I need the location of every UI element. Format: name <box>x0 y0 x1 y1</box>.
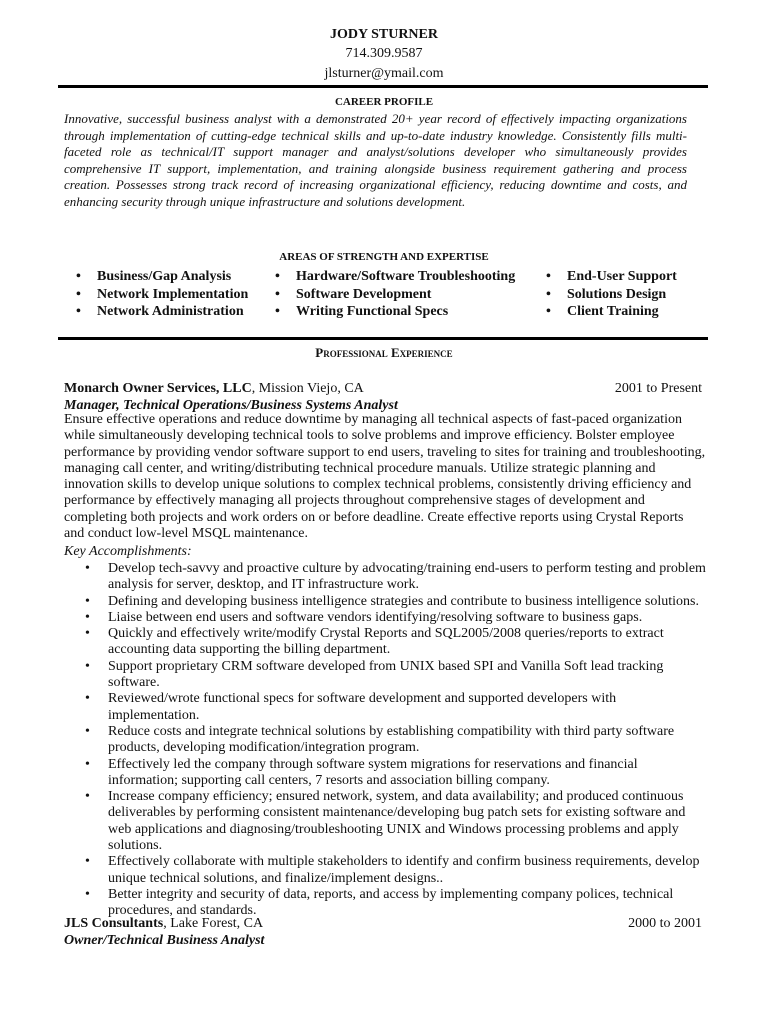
experience-heading: Professional Experience <box>315 345 453 360</box>
accomplishments-list <box>108 561 708 920</box>
strength-item: • Network Implementation <box>73 286 248 304</box>
strengths-divider <box>58 337 708 340</box>
strengths-column-3 <box>543 268 677 321</box>
accomplishment-item: • Defining and developing business intelligence strategies and contribute to business intelligence solutions. <box>108 594 708 610</box>
job-1-role: Manager, Technical Operations/Business Systems Analyst <box>64 398 398 413</box>
key-accomplishments-label: Key Accomplishments: <box>64 544 192 559</box>
strengths-column-1 <box>73 268 248 321</box>
job-1-company: Monarch Owner Services, LLC <box>64 381 252 396</box>
career-profile-heading: CAREER PROFILE <box>334 96 434 108</box>
job-2-location: , Lake Forest, CA <box>163 916 264 931</box>
job-2-role: Owner/Technical Business Analyst <box>64 933 265 948</box>
career-profile-text: Innovative, successful business analyst with a demonstrated 20+ year record of effectively impacting organizations through implementation of cutting-edge technical skills and up-to-date industry knowledge. Consistently fills multi-faceted role as technical/IT support manager and analyst/solutions developer who simultaneously provides comprehensive IT support, implementation, and training alongside business requirement gathering and process creation. Possesses strong track record of increasing organizational efficiency, reducing downtime and costs, and enhancing security through unique infrastructure and solutions development. <box>64 111 687 209</box>
strength-item: • Software Development <box>272 286 515 304</box>
job-1-location: , Mission Viejo, CA <box>251 381 364 396</box>
accomplishment-item: • Better integrity and security of data, reports, and access by implementing company polices, technical procedures, and standards. <box>108 887 708 920</box>
strengths-heading: AREAS OF STRENGTH AND EXPERTISE <box>279 251 489 263</box>
job-2-dates: 2000 to 2001 <box>628 916 702 931</box>
accomplishment-item: • Liaise between end users and software vendors identifying/resolving software to business gaps. <box>108 610 708 626</box>
email-address: jlsturner@ymail.com <box>324 66 444 81</box>
strength-item: • Business/Gap Analysis <box>73 268 248 286</box>
strength-item: • Writing Functional Specs <box>272 303 515 321</box>
accomplishment-item: • Reduce costs and integrate technical solutions by establishing compatibility with third party software products, developing modification/integration program. <box>108 724 708 757</box>
job-1-header <box>64 380 702 414</box>
strength-item: • Client Training <box>543 303 677 321</box>
resume-header <box>0 26 768 84</box>
job-1-description: Ensure effective operations and reduce downtime by managing all technical aspects of fast-paced organization while simultaneously developing technical tools to solve problems and improve efficiency. Bolster employee performance by providing vendor software support to end users, traveling to sites for training and troubleshooting, managing call center, and writing/distributing technical procedure manuals. Utilize strategic planning and innovation skills to develop unique solutions to complex technical problems, consistently driving efficiency and performance by effectively managing all projects throughout comprehensive stages of development and completing both projects and work orders on or before deadline. Create effective reports using Crystal Reports and conduct low-level MSQL maintenance. <box>64 412 706 542</box>
job-2-header <box>64 915 702 949</box>
strength-item: • Network Administration <box>73 303 248 321</box>
strength-item: • Hardware/Software Troubleshooting <box>272 268 515 286</box>
strengths-column-2 <box>272 268 515 321</box>
accomplishment-item: • Quickly and effectively write/modify Crystal Reports and SQL2005/2008 queries/reports to extract accounting data supporting the billing department. <box>108 626 708 659</box>
job-1-dates: 2001 to Present <box>614 381 702 396</box>
accomplishment-item: • Develop tech-savvy and proactive culture by advocating/training end-users to perform testing and problem analysis for server, desktop, and IT infrastructure work. <box>108 561 708 594</box>
accomplishment-item: • Effectively led the company through software system migrations for reservations and financial information; supporting call centers, 7 resorts and association billing company. <box>108 757 708 790</box>
job-2-company: JLS Consultants <box>64 916 164 931</box>
header-divider <box>58 85 708 88</box>
strength-item: • Solutions Design <box>543 286 677 304</box>
phone-number: 714.309.9587 <box>345 46 423 61</box>
strength-item: • End-User Support <box>543 268 677 286</box>
accomplishment-item: • Effectively collaborate with multiple stakeholders to identify and confirm business requirements, develop unique technical solutions, and finalize/implement designs.. <box>108 854 708 887</box>
accomplishment-item: • Support proprietary CRM software developed from UNIX based SPI and Vanilla Soft lead tracking software. <box>108 659 708 692</box>
accomplishment-item: • Increase company efficiency; ensured network, system, and data availability; and produced continuous deliverables by performing consistent maintenance/developing bug patch sets for existing software and web applications and diagnosing/troubleshooting UNIX and Windows processing problems and apply solutions. <box>108 789 708 854</box>
candidate-name: JODY STURNER <box>330 27 438 42</box>
accomplishment-item: • Reviewed/wrote functional specs for software development and supported developers with implementation. <box>108 691 708 724</box>
